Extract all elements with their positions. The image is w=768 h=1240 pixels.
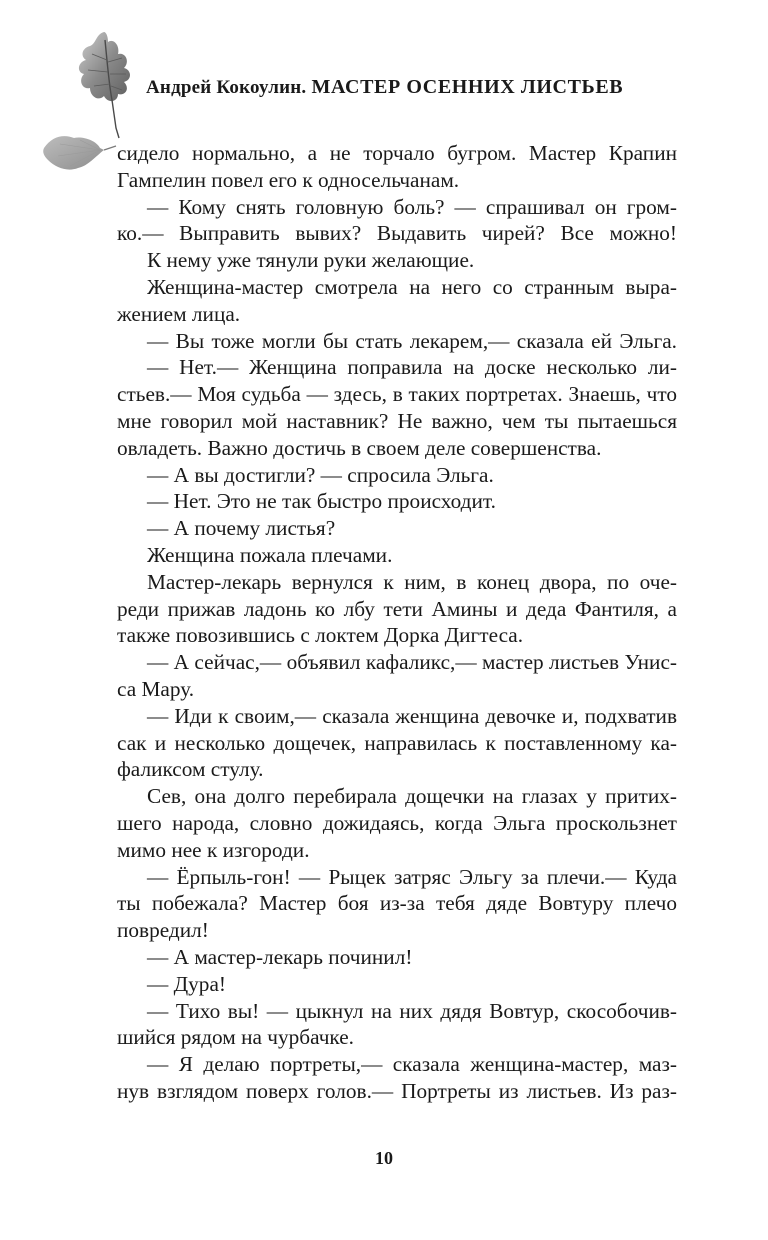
text-line: также повозившись с локтем Дорка Дигтеса. <box>117 623 524 648</box>
text-line: овладеть. Важно достичь в своем деле совершенства. <box>117 435 602 460</box>
text-line: нув взглядом поверх голов.— Портреты из листьев. Из раз- <box>117 1078 677 1103</box>
page-text <box>117 140 677 1105</box>
page-number: 10 <box>375 1148 393 1168</box>
book-title: МАСТЕР ОСЕННИХ ЛИСТЬЕВ <box>311 76 624 98</box>
text-line: Сев, она долго перебирала дощечки на глазах у притих- <box>147 784 677 809</box>
text-line: Мастер-лекарь вернулся к ним, в конец двора, по оче- <box>147 569 677 594</box>
text-line: мне говорил мой наставник? Не важно, чем ты пытаешься <box>117 408 677 433</box>
text-line: — А мастер-лекарь починил! <box>147 944 413 969</box>
text-line: шего народа, словно дожидаясь, когда Эльга проскользнет <box>117 810 677 835</box>
text-line: повредил! <box>117 918 209 943</box>
text-line: сак и несколько дощечек, направилась к поставленному ка- <box>117 730 677 755</box>
oak-leaf-icon <box>79 32 130 138</box>
author-name: Андрей Кокоулин. <box>146 77 307 98</box>
ginkgo-leaf-icon <box>43 136 116 169</box>
text-line: сидело нормально, а не торчало бугром. Мастер Крапин <box>117 141 677 165</box>
text-line: — А почему листья? <box>147 516 336 541</box>
text-line: К нему уже тянули руки желающие. <box>147 248 475 273</box>
text-line: Женщина-мастер смотрела на него со странным выра- <box>147 274 677 299</box>
running-header <box>146 76 746 99</box>
text-line: — Нет.— Женщина поправила на доске несколько ли- <box>147 355 677 380</box>
text-line: — Дура! <box>147 971 226 996</box>
text-line: — Нет. Это не так быстро происходит. <box>147 489 496 514</box>
text-line: шийся рядом на чурбачке. <box>117 1025 355 1050</box>
text-line: ко.— Выправить вывих? Выдавить чирей? Все можно! <box>117 221 677 246</box>
text-line: — Я делаю портреты,— сказала женщина-мастер, маз- <box>147 1052 677 1077</box>
text-line: Гампелин повел его к односельчанам. <box>117 167 460 192</box>
text-line: — Вы тоже могли бы стать лекарем,— сказала ей Эльга. <box>147 328 677 353</box>
text-line: — Ёрпыль-гон! — Рыцек затряс Эльгу за плечи.— Куда <box>147 864 677 889</box>
text-line: реди прижав ладонь ко лбу тети Амины и деда Фантиля, а <box>117 596 677 621</box>
text-line: — А вы достигли? — спросила Эльга. <box>147 462 494 487</box>
text-line: Женщина пожала плечами. <box>147 542 393 567</box>
text-line: жением лица. <box>117 301 241 326</box>
text-line: са Мару. <box>117 676 195 701</box>
text-line: фаликсом стулу. <box>117 757 264 782</box>
text-line: стьев.— Моя судьба — здесь, в таких портретах. Знаешь, что <box>117 382 677 407</box>
text-line: мимо нее к изгороди. <box>117 837 310 862</box>
text-line: — Тихо вы! — цыкнул на них дядя Вовтур, скособочив- <box>147 998 677 1023</box>
text-line: — Иди к своим,— сказала женщина девочке и, подхватив <box>147 703 677 728</box>
text-line: — Кому снять головную боль? — спрашивал он гром- <box>147 194 677 219</box>
text-line: — А сейчас,— объявил кафаликс,— мастер листьев Унис- <box>147 650 677 675</box>
text-line: ты побежала? Мастер боя из-за тебя дяде Вовтуру плечо <box>117 891 677 916</box>
